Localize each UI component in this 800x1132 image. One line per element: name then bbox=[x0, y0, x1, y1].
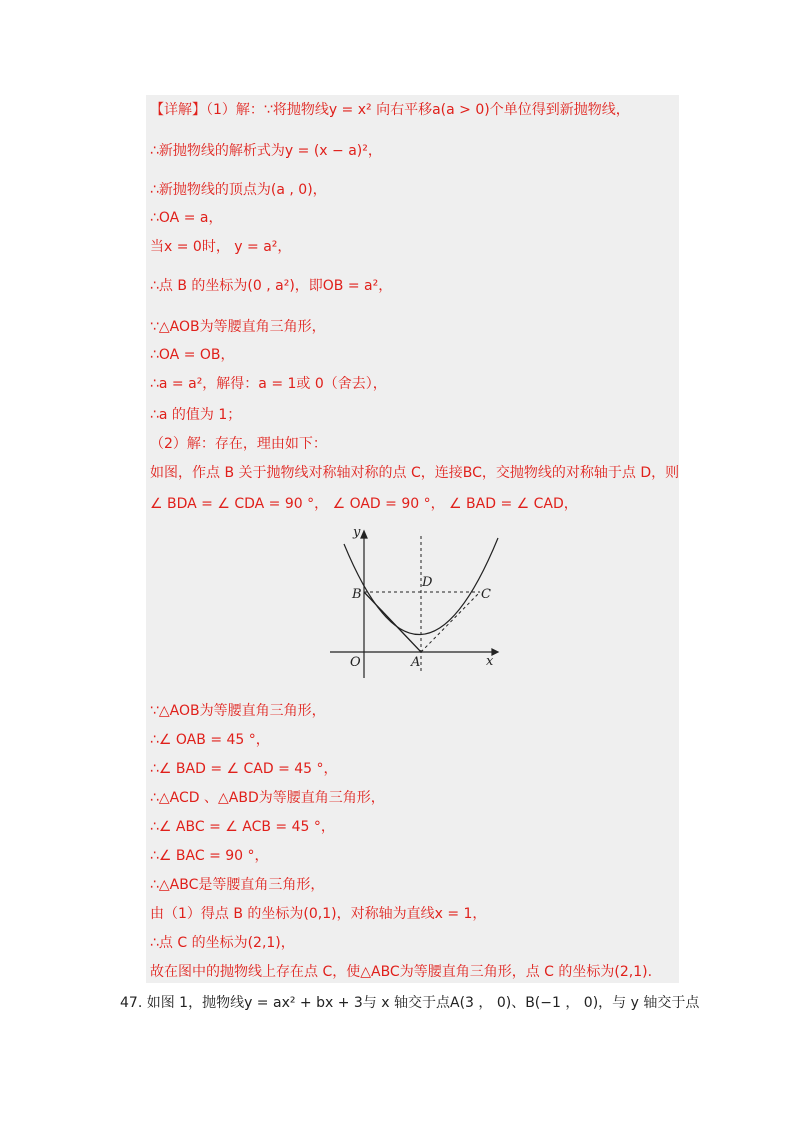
solution-line: ∵△AOB为等腰直角三角形， bbox=[150, 703, 326, 719]
solution-line: ∴∠ BAD = ∠ CAD = 45 °， bbox=[150, 761, 338, 777]
next-question: 47. 如图 1，抛物线y = ax² + bx + 3与 x 轴交于点A(3 ， 0)、B(−1 ， 0)，与 y 轴交于点 bbox=[120, 995, 700, 1011]
solution-line: ∴a 的值为 1； bbox=[150, 407, 242, 423]
label-x: x bbox=[486, 654, 494, 669]
solution-line: ∴新抛物线的解析式为y = (x − a)²， bbox=[150, 143, 382, 159]
label-B: B bbox=[352, 587, 362, 602]
solution-line: ∴点 C 的坐标为(2,1)， bbox=[150, 935, 295, 951]
solution-line: ∴点 B 的坐标为(0 , a²)，即OB = a²， bbox=[150, 278, 393, 294]
solution-line: ∴∠ BAC = 90 °， bbox=[150, 848, 269, 864]
solution-line: ∴∠ ABC = ∠ ACB = 45 °， bbox=[150, 819, 335, 835]
solution-line: ∴OA = a， bbox=[150, 210, 223, 226]
solution-line: ∴∠ OAB = 45 °， bbox=[150, 732, 270, 748]
y-axis-arrow bbox=[361, 531, 367, 538]
solution-line: 故在图中的抛物线上存在点 C，使△ABC为等腰直角三角形，点 C 的坐标为(2,1). bbox=[150, 964, 653, 980]
label-A: A bbox=[411, 655, 421, 670]
label-O: O bbox=[350, 655, 361, 670]
solution-line: 如图，作点 B 关于抛物线对称轴对称的点 C，连接BC，交抛物线的对称轴于点 D，则 bbox=[150, 465, 680, 481]
segment-BA-outer bbox=[364, 592, 421, 652]
solution-line: （2）解：存在，理由如下： bbox=[150, 436, 327, 452]
solution-line: 由（1）得点 B 的坐标为(0,1)，对称轴为直线x = 1， bbox=[150, 906, 487, 922]
solution-line: ∴△ABC是等腰直角三角形， bbox=[150, 877, 325, 893]
solution-line: 【详解】（1）解：∵将抛物线y = x² 向右平移a(a > 0)个单位得到新抛物线， bbox=[150, 102, 630, 118]
solution-line: ∴OA = OB， bbox=[150, 347, 235, 363]
solution-line: ∴新抛物线的顶点为(a , 0)， bbox=[150, 182, 327, 198]
solution-line: ∴△ACD 、△ABD为等腰直角三角形， bbox=[150, 790, 385, 806]
segment-AC bbox=[421, 592, 480, 652]
label-C: C bbox=[481, 587, 491, 602]
solution-line: ∵△AOB为等腰直角三角形， bbox=[150, 319, 326, 335]
solution-line: ∴a = a²，解得：a = 1或 0（舍去）， bbox=[150, 376, 387, 392]
parabola-figure bbox=[326, 524, 502, 682]
label-D: D bbox=[422, 575, 433, 590]
solution-line: ∠ BDA = ∠ CDA = 90 °， ∠ OAD = 90 °， ∠ BAD = ∠ CAD， bbox=[150, 496, 578, 512]
label-y: y bbox=[353, 525, 361, 540]
solution-line: 当x = 0时， y = a²， bbox=[150, 239, 292, 255]
